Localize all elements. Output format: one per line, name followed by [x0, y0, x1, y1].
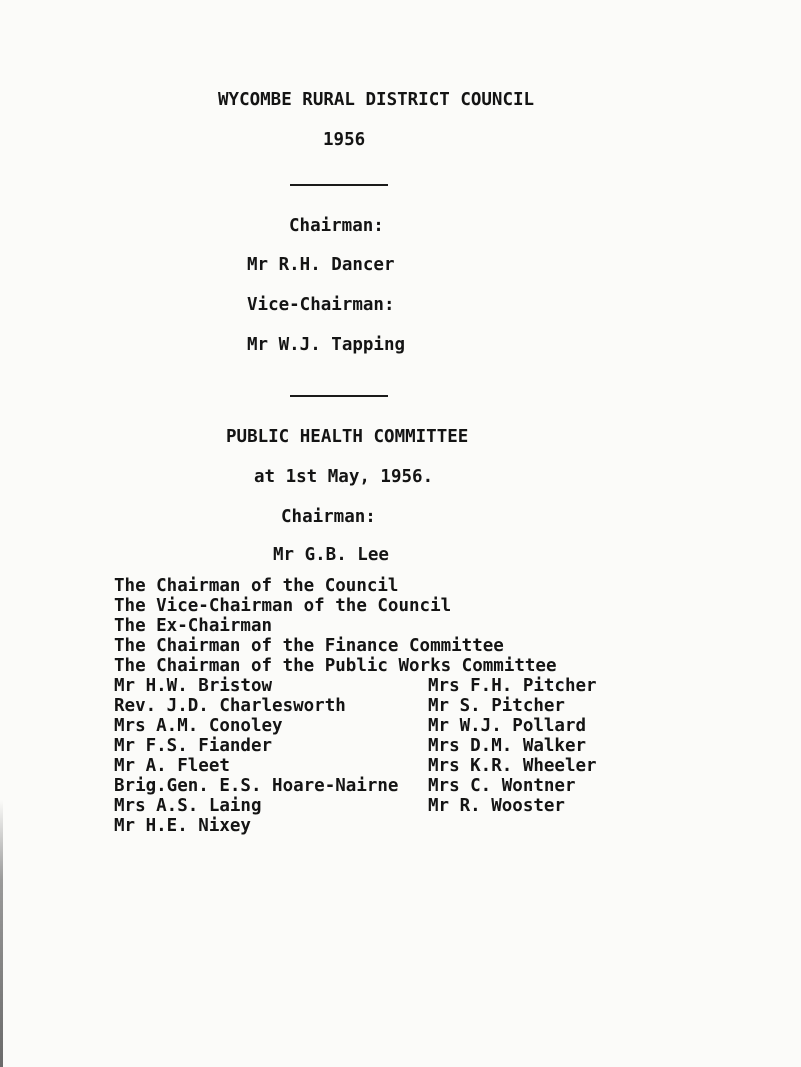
year: 1956	[323, 130, 366, 150]
ex-officio-member: The Chairman of the Council	[114, 576, 399, 596]
committee-member: Mr A. Fleet	[114, 756, 230, 776]
committee-member: Mr H.W. Bristow	[114, 676, 273, 696]
committee-chairman-label: Chairman:	[281, 507, 376, 527]
ex-officio-member: The Chairman of the Finance Committee	[114, 636, 504, 656]
committee-member: Rev. J.D. Charlesworth	[114, 696, 346, 716]
ex-officio-member: The Vice-Chairman of the Council	[114, 596, 452, 616]
committee-member: Mr S. Pitcher	[428, 696, 565, 716]
chairman-name: Mr R.H. Dancer	[247, 255, 395, 275]
committee-member: Mrs D.M. Walker	[428, 736, 587, 756]
committee-member: Mr W.J. Pollard	[428, 716, 587, 736]
committee-member: Mrs K.R. Wheeler	[428, 756, 597, 776]
committee-member: Mrs F.H. Pitcher	[428, 676, 597, 696]
committee-chairman-name: Mr G.B. Lee	[273, 545, 389, 565]
committee-member: Mrs C. Wontner	[428, 776, 576, 796]
committee-title: PUBLIC HEALTH COMMITTEE	[226, 427, 469, 447]
vice-chairman-label: Vice-Chairman:	[247, 295, 395, 315]
committee-member: Mrs A.M. Conoley	[114, 716, 283, 736]
scan-edge-shadow	[0, 800, 3, 1067]
committee-member: Mr F.S. Fiander	[114, 736, 273, 756]
committee-member: Mr H.E. Nixey	[114, 816, 251, 836]
ex-officio-member: The Chairman of the Public Works Committee	[114, 656, 557, 676]
committee-member: Mr R. Wooster	[428, 796, 565, 816]
committee-date: at 1st May, 1956.	[254, 467, 434, 487]
vice-chairman-name: Mr W.J. Tapping	[247, 335, 406, 355]
committee-member: Mrs A.S. Laing	[114, 796, 262, 816]
council-title: WYCOMBE RURAL DISTRICT COUNCIL	[218, 90, 535, 110]
chairman-label: Chairman:	[289, 216, 384, 236]
committee-member: Brig.Gen. E.S. Hoare-Nairne	[114, 776, 399, 796]
ex-officio-member: The Ex-Chairman	[114, 616, 273, 636]
